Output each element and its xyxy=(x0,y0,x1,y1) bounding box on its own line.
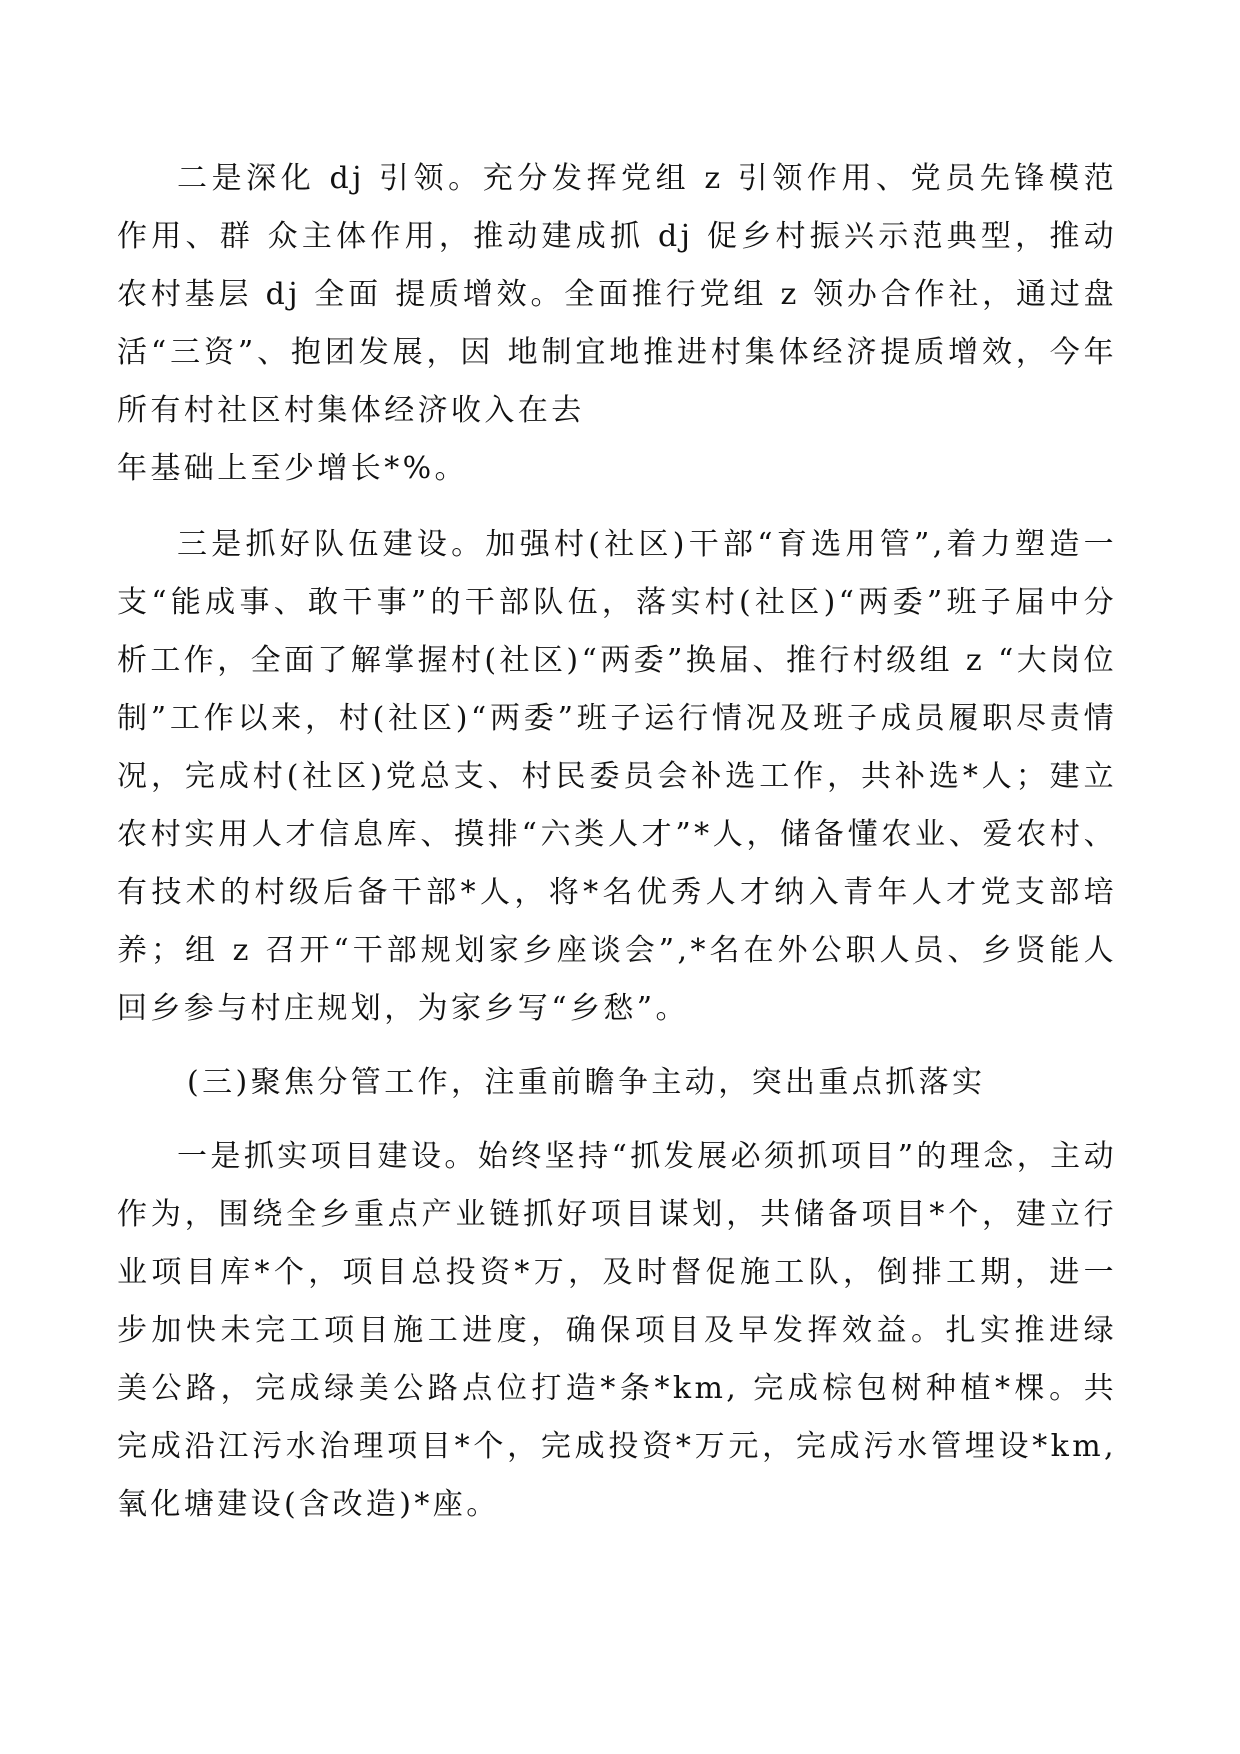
section-heading-three: (三)聚焦分管工作，注重前瞻争主动，突出重点抓落实 xyxy=(187,1065,986,1100)
paragraph-team-building: 三是抓好队伍建设。加强村(社区)干部“育选用管”,着力塑造一支“能成事、敢干事”的干部队伍，落实村(社区)“两委”班子届中分析工作，全面了解掌握村(社区)“两委”换届、推行村级组 z “大岗位制”工作以来，村(社区)“两委”班子运行情况及班子成员履职尽责情况，完成村(社区)党总支、村民委员会补选工作，共补选*人；建立农村实用人才信息库、摸排“六类人才”*人，储备懂农业、爱农村、有技术的村级后备干部*人，将*名优秀人才纳入青年人才党支部培养；组 z 召开“干部规划家乡座谈会”,*名在外公职人员、乡贤能人回乡参与村庄规划，为家乡写“乡愁”。 xyxy=(117,527,1117,1026)
paragraph-continuation-line: 年基础上至少增长*%。 xyxy=(117,451,468,486)
paragraph-project-construction: 一是抓实项目建设。始终坚持“抓发展必须抓项目”的理念，主动作为，围绕全乡重点产业链抓好项目谋划，共储备项目*个，建立行业项目库*个，项目总投资*万，及时督促施工队，倒排工期，进一步加快未完工项目施工进度，确保项目及早发挥效益。扎实推进绿美公路，完成绿美公路点位打造*条*km, 完成棕包树种植*棵。共完成沿江污水治理项目*个，完成投资*万元，完成污水管埋设*km, 氧化塘建设(含改造)*座。 xyxy=(117,1139,1117,1522)
paragraph-deepen-party-leadership: 二是深化 dj 引领。充分发挥党组 z 引领作用、党员先锋模范作用、群 众主体作用，推动建成抓 dj 促乡村振兴示范典型，推动农村基层 dj 全面 提质增效。全面推行党组 z 领办合作社，通过盘活“三资”、抱团发展，因 地制宜地推进村集体经济提质增效，今年所有村社区村集体经济收入在去 xyxy=(117,161,1117,428)
document-body xyxy=(117,150,1117,1534)
